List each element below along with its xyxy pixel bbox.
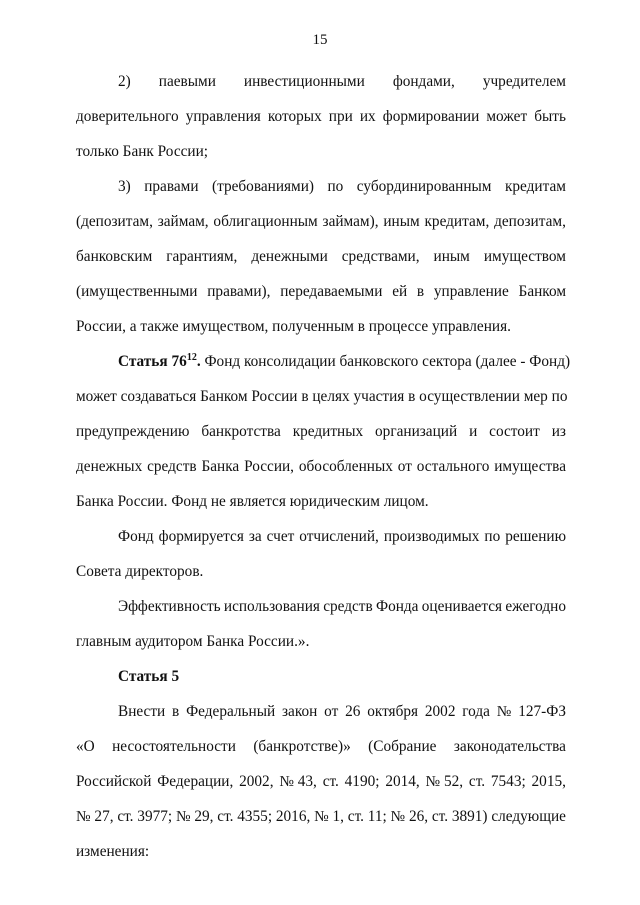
word: предупреждению [76,423,190,440]
word: № 29, [175,808,214,825]
word: паевыми [158,73,216,90]
article5-line3 [76,772,566,792]
word: субординированным [356,178,492,195]
word: Федерации, [157,773,234,790]
article76-heading-superscript: 12 [186,351,197,363]
word: фондами, [392,73,455,90]
word: № [496,703,512,720]
word: средств [323,598,373,615]
article5-heading: Статья 5 [118,668,180,685]
word: Фонд [118,528,154,545]
word: ст. [468,773,486,790]
word: ей [392,283,408,300]
word: их [359,108,376,125]
word: по [327,178,344,195]
word: 11; [367,808,387,825]
article76-line1 [118,351,571,372]
word: кредитам, [424,213,490,230]
word: иным [433,248,470,265]
word: инвестиционными [243,73,365,90]
word: депозитам, [494,213,566,230]
word: и [469,423,478,440]
article5-line2 [76,737,566,757]
word: из [551,423,566,440]
word: Российской [76,773,152,790]
word: № 52, [425,773,464,790]
word: года [462,703,490,720]
word: 2015, [531,773,566,790]
word: 26 [345,703,361,720]
word: (Собрание [368,738,437,755]
word: передаваемыми [280,283,383,300]
word: которых [267,108,322,125]
word: решению [505,528,566,545]
word: ст. [347,808,364,825]
article76-line1-text: Фонд консолидации банковского сектора (далее - Фонд) [200,353,571,370]
article76-line2: может создаваться Банком России в целях участия в осуществлении мер по [76,388,568,405]
word: формируется [158,528,244,545]
word: имуществом [483,248,566,265]
word: Внести [118,703,166,720]
article5-line1 [118,702,566,722]
word: ст. [117,808,134,825]
word: 4355; [237,808,273,825]
word: средствами, [341,248,420,265]
word: управление [433,283,509,300]
fund-para-line1 [118,527,566,547]
word: Банком [518,283,566,300]
word: состоит [489,423,540,440]
word: имущества [494,458,566,475]
word: учредителем [482,73,566,90]
word: «О [76,738,95,755]
word: от [397,458,412,475]
word: 127-ФЗ [518,703,566,720]
word: правами), [207,283,271,300]
article76-line4 [76,457,566,477]
word: счет [266,528,295,545]
word: производимых [383,528,480,545]
word: ст. [431,808,449,825]
word: займам), [322,213,379,230]
item2-line3: только Банк России; [76,143,209,160]
word: № 26, [390,808,429,825]
word: в [416,283,425,300]
article76-line5: Банка России. Фонд не является юридическим лицом. [76,493,429,510]
word: денежными [251,248,328,265]
fund-para-line2: Совета директоров. [76,563,204,580]
word: денежных [76,458,143,475]
word: 2002, [239,773,274,790]
word: остального [416,458,490,475]
item3-line4 [76,282,566,302]
article76-line3 [76,422,566,442]
word: гарантиям, [166,248,238,265]
word: кредитам [504,178,566,195]
word: 3) [118,178,131,195]
word: использования [223,598,320,615]
item2-line1 [118,72,566,92]
word: 2016, [275,808,311,825]
word: России, [244,458,295,475]
item3-line1 [118,177,566,197]
word: № 27, [76,808,114,825]
word: займам, [157,213,209,230]
word: 3891) [451,808,488,825]
article5-line5: изменения: [76,843,150,860]
word: Фонда [375,598,419,615]
word: средств [147,458,197,475]
word: ст. [217,808,234,825]
word: по [484,528,501,545]
word: (имущественными [76,283,198,300]
word: (депозитам, [76,213,153,230]
word: (требованиями) [212,178,315,195]
word: обособленных [298,458,393,475]
word: правами [144,178,199,195]
word: закон [281,703,318,720]
word: организаций [375,423,458,440]
word: кредитных [292,423,364,440]
word: следующие [491,808,566,825]
efficiency-para-line1 [118,597,566,617]
word: доверительного [76,108,179,125]
word: № 43, [279,773,317,790]
word: ежегодно [505,598,566,615]
word: отчислений, [299,528,379,545]
word: несостоятельности [112,738,236,755]
word: за [248,528,262,545]
word: октября [367,703,419,720]
word: (банкротстве)» [253,738,351,755]
word: Федеральный [186,703,276,720]
article76-heading: Статья $76^{12}$. [118,351,201,370]
word: формировании [382,108,480,125]
word: ст. [322,773,339,790]
item3-line5: России, а также имуществом, полученным в процессе управления. [76,318,511,335]
word: от [324,703,339,720]
word: законодательства [453,738,566,755]
word: быть [534,108,566,125]
word: управления [185,108,261,125]
item3-line2 [76,212,566,232]
word: Эффективность [118,598,221,615]
word: 4190; [344,773,380,790]
word: 3977; [137,808,173,825]
word: 2002 [424,703,456,720]
word: в [172,703,180,720]
word: Банка [201,458,240,475]
word: иным [383,213,420,230]
word: облигационным [213,213,318,230]
efficiency-para-line2: главным аудитором Банка России.». [76,633,310,650]
word: может [486,108,528,125]
word: 7543; [490,773,526,790]
article5-line4 [76,807,566,827]
word: оценивается [421,598,503,615]
word: банковским [76,248,153,265]
page-number: 15 [312,32,328,48]
word: при [328,108,353,125]
item2-line2 [76,107,566,127]
word: банкротства [201,423,281,440]
item3-line3 [76,247,566,267]
word: № 1, [314,808,344,825]
word: 2014, [385,773,420,790]
word: 2) [118,73,131,90]
